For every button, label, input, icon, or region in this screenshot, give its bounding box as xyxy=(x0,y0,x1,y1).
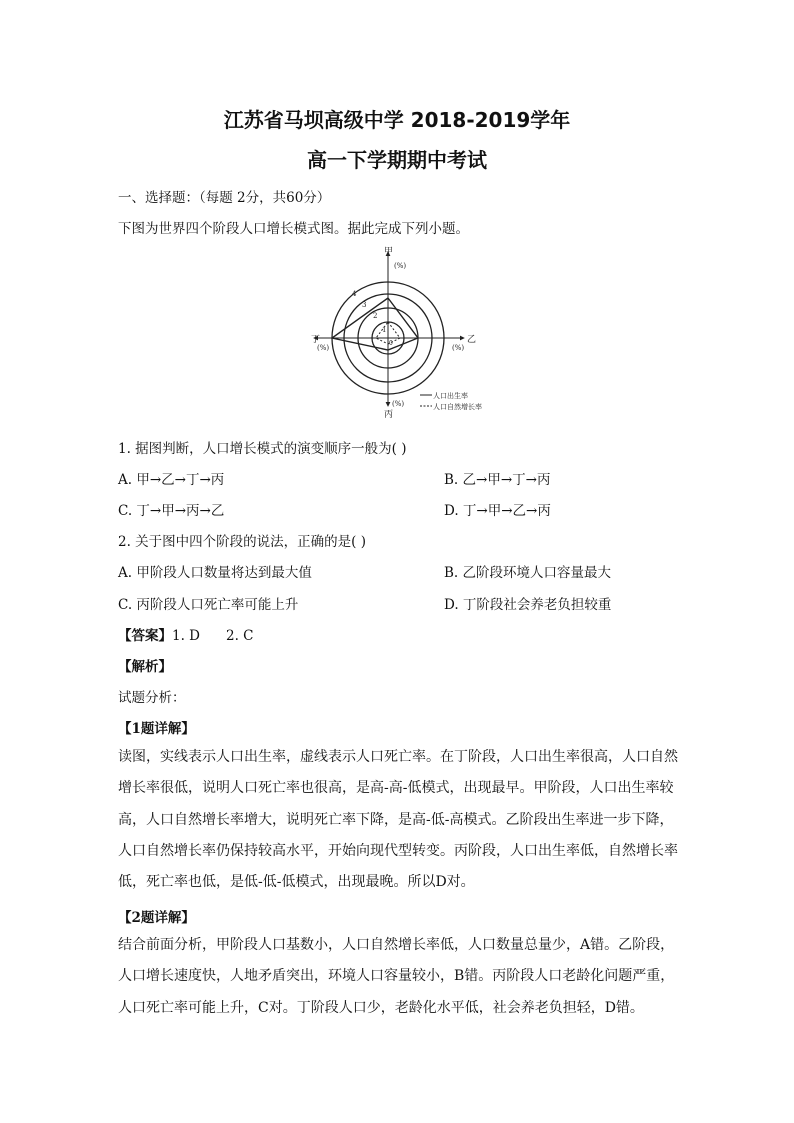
axis-unit-left: (%) xyxy=(317,344,330,352)
analysis-intro: 试题分析： xyxy=(118,690,186,706)
detail-2-line: 人口死亡率可能上升，C对。丁阶段人口少，老龄化水平低，社会养老负担轻，D错。 xyxy=(118,999,644,1016)
legend-natural-growth: 人口自然增长率 xyxy=(433,403,482,411)
detail-1-line: 低，死亡率也低，是低-低-低模式，出现最晚。所以D对。 xyxy=(118,874,475,891)
question-2-option-c: C. 丙阶段人口死亡率可能上升 xyxy=(118,597,299,613)
answer-1: 1. D xyxy=(172,628,200,644)
legend-birth-rate: 人口出生率 xyxy=(433,392,468,400)
detail-2-line: 人口增长速度快，人地矛盾突出，环境人口容量较小，B错。丙阶段人口老龄化问题严重， xyxy=(118,968,675,985)
birth-rate-polygon xyxy=(332,298,418,350)
answer-2: 2. C xyxy=(226,628,254,644)
ring-label-2: 2 xyxy=(373,312,378,320)
question-1-stem: 1. 据图判断，人口增长模式的演变顺序一般为( ) xyxy=(118,441,407,457)
axis-unit-right: (%) xyxy=(452,344,465,352)
detail-2-line: 结合前面分析，甲阶段人口基数小，人口自然增长率低，人口数量总量少，A错。乙阶段， xyxy=(118,937,675,953)
axis-label-left: 丁 xyxy=(311,335,321,345)
question-2-option-d: D. 丁阶段社会养老负担较重 xyxy=(444,597,612,613)
question-1-option-d: D. 丁→甲→乙→丙 xyxy=(444,503,551,519)
intro-text: 下图为世界四个阶段人口增长模式图。据此完成下列小题。 xyxy=(118,221,469,237)
axis-unit-bottom: (%) xyxy=(392,400,405,408)
question-1-option-b: B. 乙→甲→丁→丙 xyxy=(444,472,551,488)
ring-label-4: 4 xyxy=(352,290,357,298)
detail-1-line: 人口自然增长率仍保持较高水平，开始向现代型转变。丙阶段，人口出生率低，自然增长率 xyxy=(118,842,678,859)
axis-label-bottom: 丙 xyxy=(384,410,394,418)
detail-1-label: 【1题详解】 xyxy=(118,721,195,737)
axis-label-top: 甲 xyxy=(384,247,394,257)
axis-label-right: 乙 xyxy=(467,335,477,345)
axis-unit-top: (%) xyxy=(394,262,407,270)
detail-1-line: 高，人口自然增长率增大，说明死亡率下降，是高-低-高模式。乙阶段出生率进一步下降， xyxy=(118,811,674,828)
question-2-option-b: B. 乙阶段环境人口容量最大 xyxy=(444,565,612,581)
question-1-option-c: C. 丁→甲→丙→乙 xyxy=(118,503,225,519)
title-line-1: 江苏省马坝高级中学 2018-2019学年 xyxy=(223,108,571,132)
question-2-stem: 2. 关于图中四个阶段的说法，正确的是( ) xyxy=(118,534,366,550)
detail-1-paragraph xyxy=(118,742,678,898)
question-1-option-a: A. 甲→乙→丁→丙 xyxy=(118,472,225,488)
question-2-option-a: A. 甲阶段人口数量将达到最大值 xyxy=(118,565,312,581)
title-line-2: 高一下学期期中考试 xyxy=(307,148,487,172)
detail-1-line: 读图，实线表示人口出生率，虚线表示人口死亡率。在丁阶段，人口出生率很高，人口自然 xyxy=(118,749,678,765)
population-growth-model-figure xyxy=(310,246,510,418)
answer-label: 【答案】 xyxy=(118,628,172,644)
detail-2-paragraph xyxy=(118,930,678,1024)
section-heading: 一、选择题：（每题 2分，共60分） xyxy=(118,190,331,206)
origin-label: 0 xyxy=(389,340,393,347)
detail-2-label: 【2题详解】 xyxy=(118,910,195,926)
ring-label-3: 3 xyxy=(362,301,367,309)
detail-1-line: 增长率很低，说明人口死亡率也很高，是高-高-低模式，出现最早。甲阶段，人口出生率较 xyxy=(118,780,674,797)
analysis-label: 【解析】 xyxy=(118,659,172,675)
ring-label-1: 1 xyxy=(382,326,387,334)
answer-line xyxy=(118,624,254,644)
